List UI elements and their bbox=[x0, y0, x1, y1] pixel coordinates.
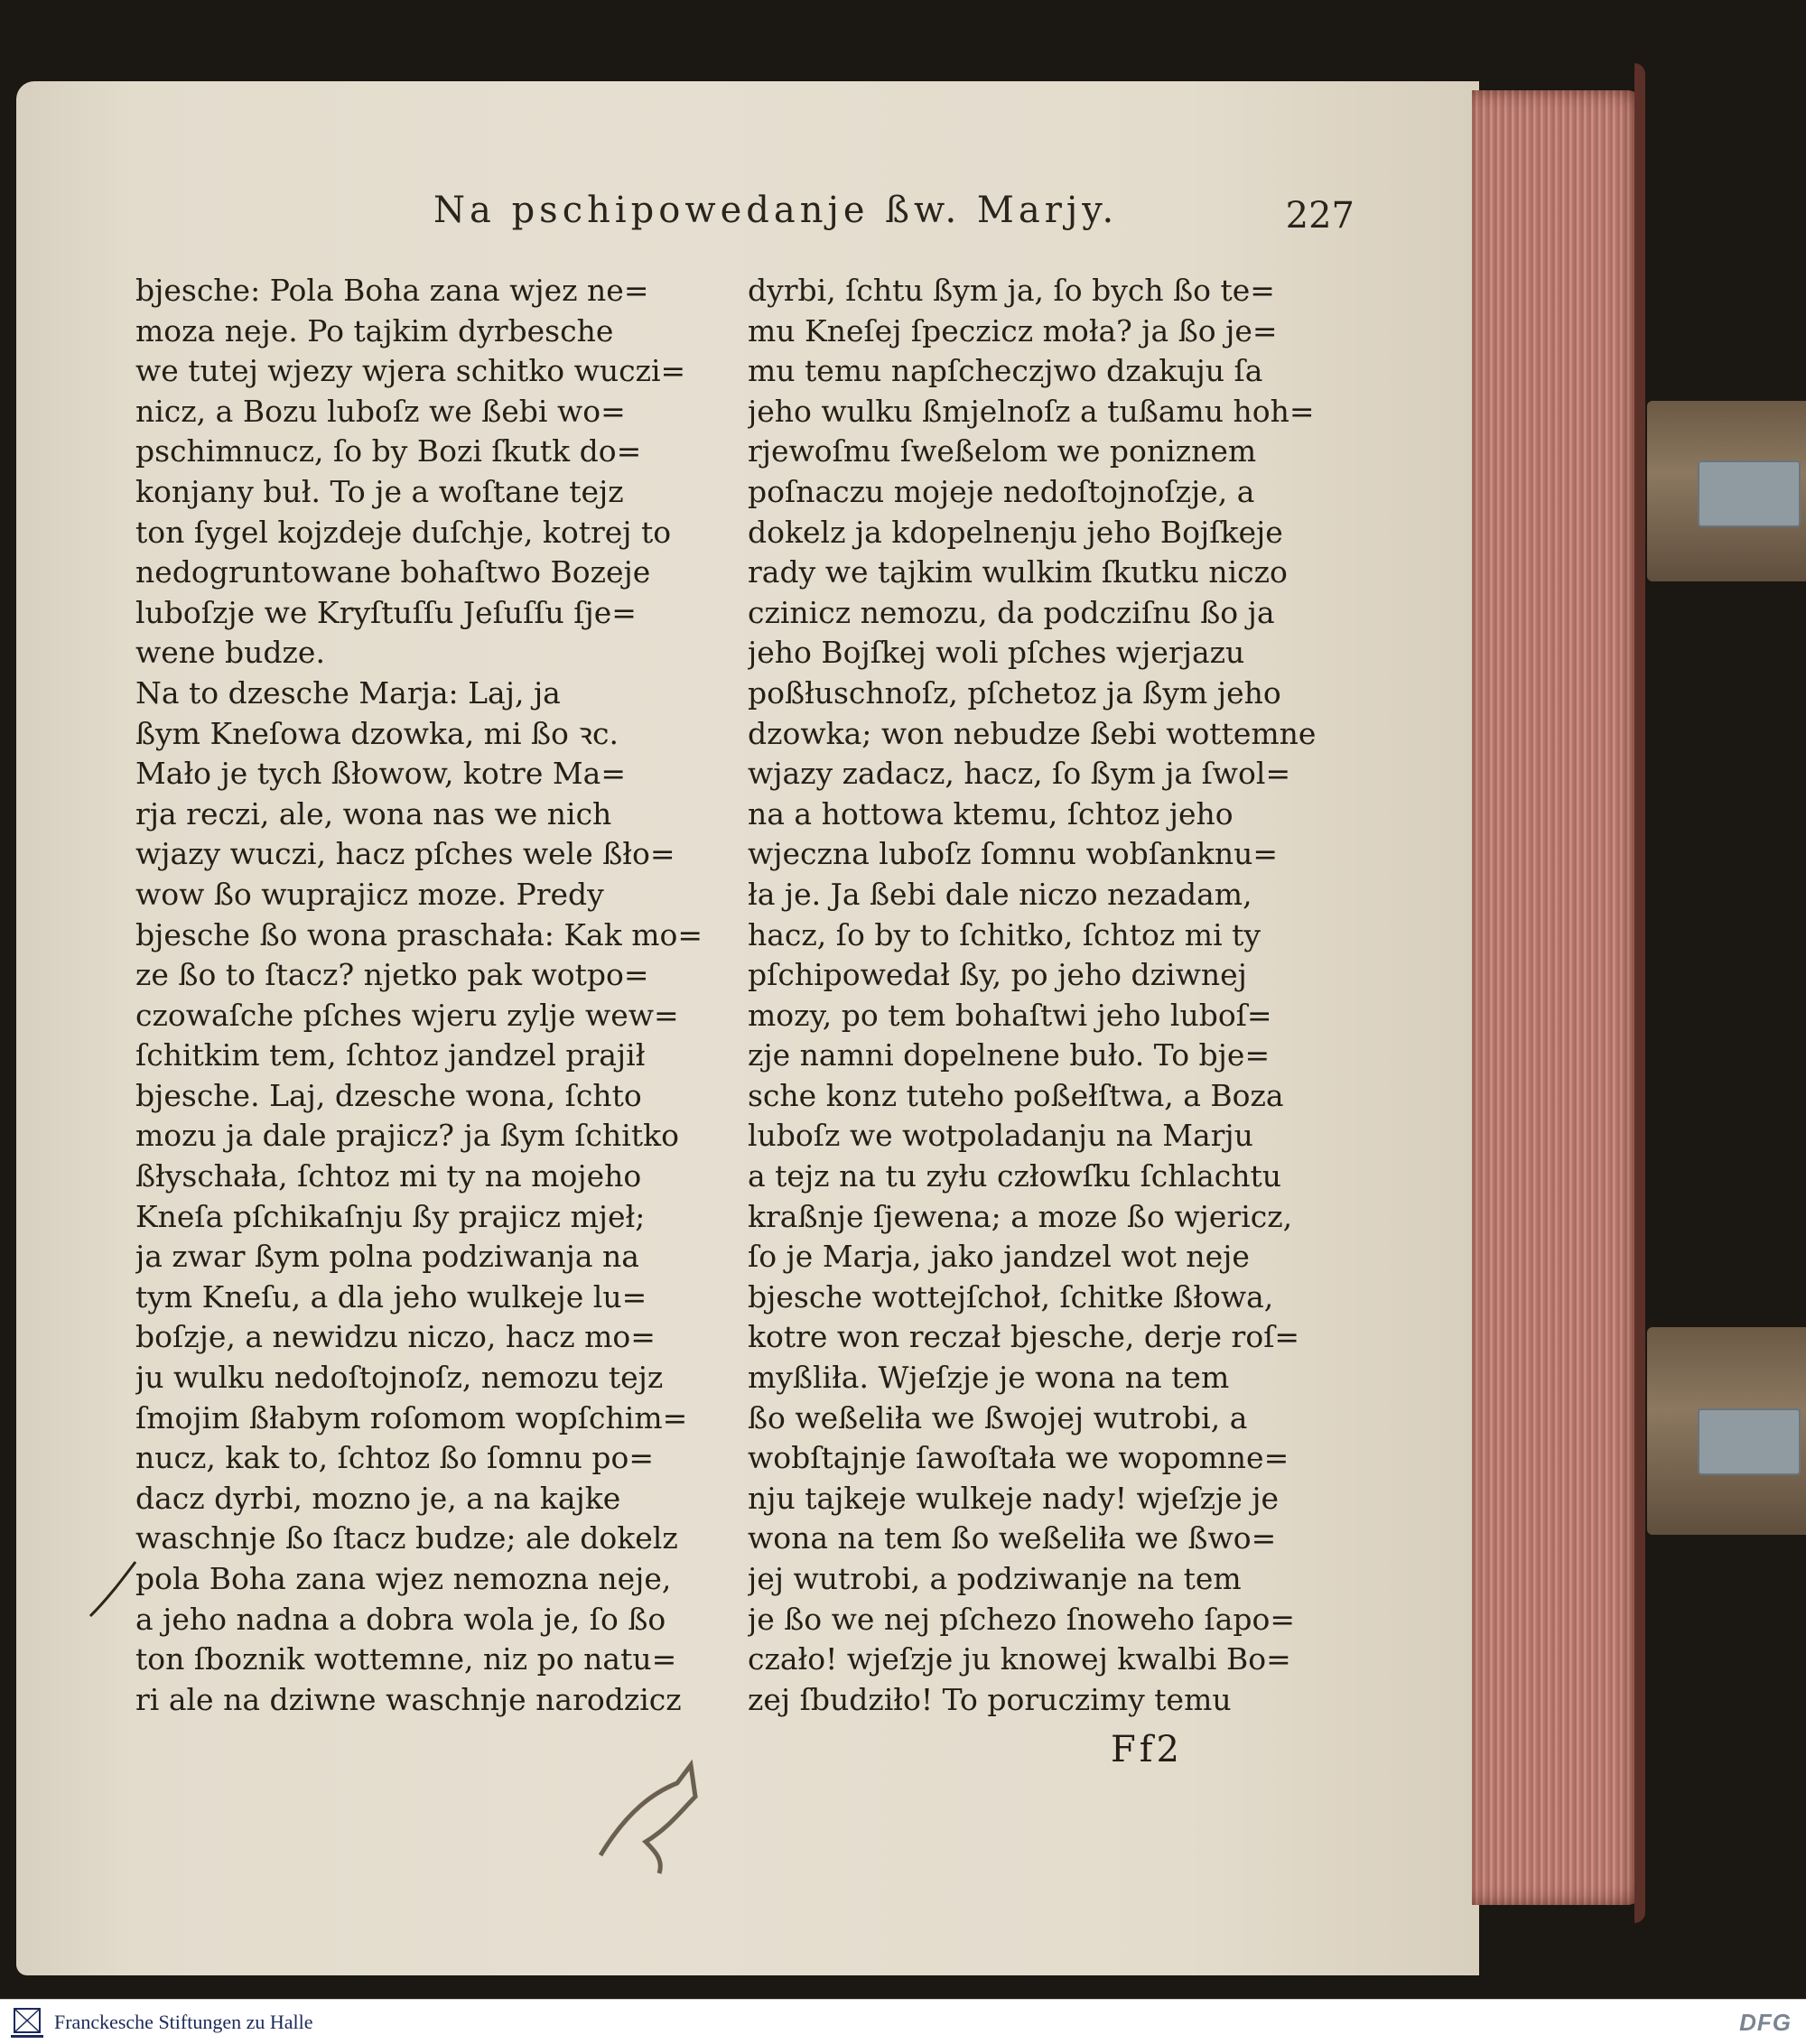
right-column-line: jeho wulku ßmjelnoſz a tußamu hoh= bbox=[748, 393, 1315, 429]
left-column-line: Kneſa pſchikaſnju ßy prajicz mjeł; bbox=[135, 1198, 646, 1234]
right-column-line: zej ſbudziło! To poruczimy temu bbox=[748, 1681, 1232, 1717]
right-column-line: mu temu napſcheczjwo dzakuju ſa bbox=[748, 353, 1263, 389]
right-column-line: zje namni dopelnene buło. To bje= bbox=[748, 1037, 1271, 1073]
right-column-line: dyrbi, ſchtu ßym ja, ſo bych ßo te= bbox=[748, 273, 1275, 308]
left-column-line: bjesche. Laj, dzesche wona, ſchto bbox=[135, 1077, 642, 1113]
right-column-line: luboſz we wotpoladanju na Marju bbox=[748, 1118, 1253, 1154]
right-column-line: nju tajkeje wulkeje nady! wjeſzje je bbox=[748, 1480, 1280, 1516]
left-column-line: mozu ja dale prajicz? ja ßym ſchitko bbox=[135, 1118, 679, 1154]
left-text-column bbox=[135, 271, 722, 1720]
left-column-line: Mało je tych ßłowow, kotre Ma= bbox=[135, 756, 626, 792]
left-column-line: boſzje, a newidzu niczo, hacz mo= bbox=[135, 1319, 656, 1355]
right-column-line: ſo je Marja, jako jandzel wot neje bbox=[748, 1239, 1250, 1275]
left-column-line: konjany buł. To je a woſtane tejz bbox=[135, 473, 624, 509]
right-column-line: jeho Bojſkej woli pſches wjerjazu bbox=[748, 635, 1245, 671]
right-column-line: na a hottowa ktemu, ſchtoz jeho bbox=[748, 795, 1233, 832]
metal-clasp-top bbox=[1698, 460, 1801, 527]
right-column-line: jej wutrobi, a podziwanje na tem bbox=[748, 1561, 1242, 1596]
footer-bar bbox=[0, 1999, 1806, 2044]
right-column-line: bjesche wottejſchoł, ſchitke ßłowa, bbox=[748, 1278, 1274, 1315]
right-column-line: czało! wjeſzje ju knowej kwalbi Bo= bbox=[748, 1641, 1291, 1677]
running-head: Na pschipowedanje ßw. Marjy. bbox=[433, 190, 1119, 231]
left-column-line: ju wulku nedoſtojnoſz, nemozu tejz bbox=[135, 1360, 664, 1396]
left-column-line: wene budze. bbox=[135, 635, 325, 671]
ink-pen-mark bbox=[86, 1557, 140, 1621]
left-column-line: ßłyschała, ſchtoz mi ty na mojeho bbox=[135, 1158, 642, 1194]
left-column-line: pschimnucz, ſo by Bozi ſkutk do= bbox=[135, 433, 642, 469]
right-column-line: kraßnje ſjewena; a moze ßo wjericz, bbox=[748, 1198, 1293, 1234]
right-column-line: wjazy zadacz, hacz, ſo ßym ja ſwol= bbox=[748, 756, 1291, 792]
right-column-line: kotre won reczał bjesche, derje roſ= bbox=[748, 1319, 1300, 1355]
right-column-line: poſnaczu mojeje nedoſtojnoſzje, a bbox=[748, 473, 1255, 509]
dfg-logo: DFG bbox=[1739, 2009, 1792, 2036]
left-column-line: luboſzje we Kryſtuſſu Jeſuſſu ſje= bbox=[135, 594, 637, 630]
right-column-line: wjeczna luboſz ſomnu wobſanknu= bbox=[748, 836, 1279, 872]
franckesche-logo-icon bbox=[7, 2003, 47, 2041]
page-number: 227 bbox=[1285, 195, 1354, 237]
right-column-line: wona na tem ßo weßeliła we ßwo= bbox=[748, 1520, 1277, 1556]
left-column-line: ſmojim ßłabym roſomom wopſchim= bbox=[135, 1399, 688, 1435]
right-column-line: czinicz nemozu, da podcziſnu ßo ja bbox=[748, 594, 1275, 630]
right-column-line: myßliła. Wjeſzje je wona na tem bbox=[748, 1360, 1230, 1396]
left-column-line: wjazy wuczi, hacz pſches wele ßło= bbox=[135, 836, 675, 872]
left-column-line: ßym Kneſowa dzowka, mi ßo ꝛc. bbox=[135, 715, 619, 751]
right-column-line: dokelz ja kdopelnenju jeho Bojſkeje bbox=[748, 514, 1283, 550]
metal-clasp-bottom bbox=[1698, 1408, 1801, 1475]
left-column-line: bjesche: Pola Boha zana wjez ne= bbox=[135, 273, 649, 308]
left-column-line: tym Kneſu, a dla jeho wulkeje lu= bbox=[135, 1278, 647, 1315]
right-column-line: rady we tajkim wulkim ſkutku niczo bbox=[748, 554, 1288, 590]
left-column-line: Na to dzesche Marja: Laj, ja bbox=[135, 674, 561, 711]
book-cover-edge bbox=[1634, 63, 1645, 1923]
left-column-line: ton ſboznik wottemne, niz po natu= bbox=[135, 1641, 677, 1677]
left-column-line: czowaſche pſches wjeru zylje wew= bbox=[135, 997, 679, 1033]
left-column-line: ſchitkim tem, ſchtoz jandzel prajił bbox=[135, 1037, 646, 1073]
left-column-line: nucz, kak to, ſchtoz ßo ſomnu po= bbox=[135, 1440, 654, 1476]
right-column-line: ła je. Ja ßebi dale niczo nezadam, bbox=[748, 876, 1252, 912]
left-column-line: a jeho nadna a dobra wola je, ſo ßo bbox=[135, 1601, 666, 1637]
left-column-line: bjesche ßo wona praschała: Kak mo= bbox=[135, 916, 703, 952]
right-column-line: poßłuschnoſz, pſchetoz ja ßym jeho bbox=[748, 674, 1281, 711]
right-column-line: a tejz na tu zyłu człowſku ſchlachtu bbox=[748, 1158, 1282, 1194]
right-column-line: dzowka; won nebudze ßebi wottemne bbox=[748, 715, 1317, 751]
right-text-column bbox=[748, 271, 1335, 1720]
left-column-line: ze ßo to ſtacz? njetko pak wotpo= bbox=[135, 957, 649, 993]
page-header bbox=[135, 190, 1354, 244]
left-column-line: ton ſygel kojzdeje duſchje, kotrej to bbox=[135, 514, 672, 550]
left-column-line: nedogruntowane bohaſtwo Bozeje bbox=[135, 554, 651, 590]
page-edges bbox=[1472, 90, 1643, 1905]
left-column-line: ja zwar ßym polna podziwanja na bbox=[135, 1239, 639, 1275]
right-column-line: mozy, po tem bohaſtwi jeho luboſ= bbox=[748, 997, 1272, 1033]
footer-institution: Franckesche Stiftungen zu Halle bbox=[54, 2011, 313, 2033]
ink-doodle bbox=[591, 1756, 718, 1882]
right-column-line: mu Kneſej ſpeczicz moła? ja ßo je= bbox=[748, 312, 1278, 348]
left-column-line: waschnje ßo ſtacz budze; ale dokelz bbox=[135, 1520, 678, 1556]
left-column-line: we tutej wjezy wjera schitko wuczi= bbox=[135, 353, 686, 389]
right-column-line: je ßo we nej pſchezo ſnoweho ſapo= bbox=[748, 1601, 1296, 1637]
right-column-line: wobſtajnje ſawoſtała we wopomne= bbox=[748, 1440, 1289, 1476]
left-column-line: moza neje. Po tajkim dyrbesche bbox=[135, 312, 614, 348]
right-column-line: hacz, ſo by to ſchitko, ſchtoz mi ty bbox=[748, 916, 1261, 952]
right-column-line: pſchipowedał ßy, po jeho dziwnej bbox=[748, 957, 1247, 993]
left-column-line: ri ale na dziwne waschnje narodzicz bbox=[135, 1681, 682, 1717]
right-column-line: sche konz tuteho poßełſtwa, a Boza bbox=[748, 1077, 1284, 1113]
left-column-line: rja reczi, ale, wona nas we nich bbox=[135, 795, 612, 832]
right-column-line: rjewoſmu ſweßelom we poniznem bbox=[748, 433, 1257, 469]
right-column-line: ßo weßeliła we ßwojej wutrobi, a bbox=[748, 1399, 1248, 1435]
left-column-line: nicz, a Bozu luboſz we ßebi wo= bbox=[135, 393, 626, 429]
left-column-line: wow ßo wuprajicz moze. Predy bbox=[135, 876, 604, 912]
left-column-line: pola Boha zana wjez nemozna neje, bbox=[135, 1561, 672, 1596]
signature-mark: Ff2 bbox=[1111, 1729, 1184, 1770]
left-column-line: dacz dyrbi, mozno je, a na kajke bbox=[135, 1480, 621, 1516]
